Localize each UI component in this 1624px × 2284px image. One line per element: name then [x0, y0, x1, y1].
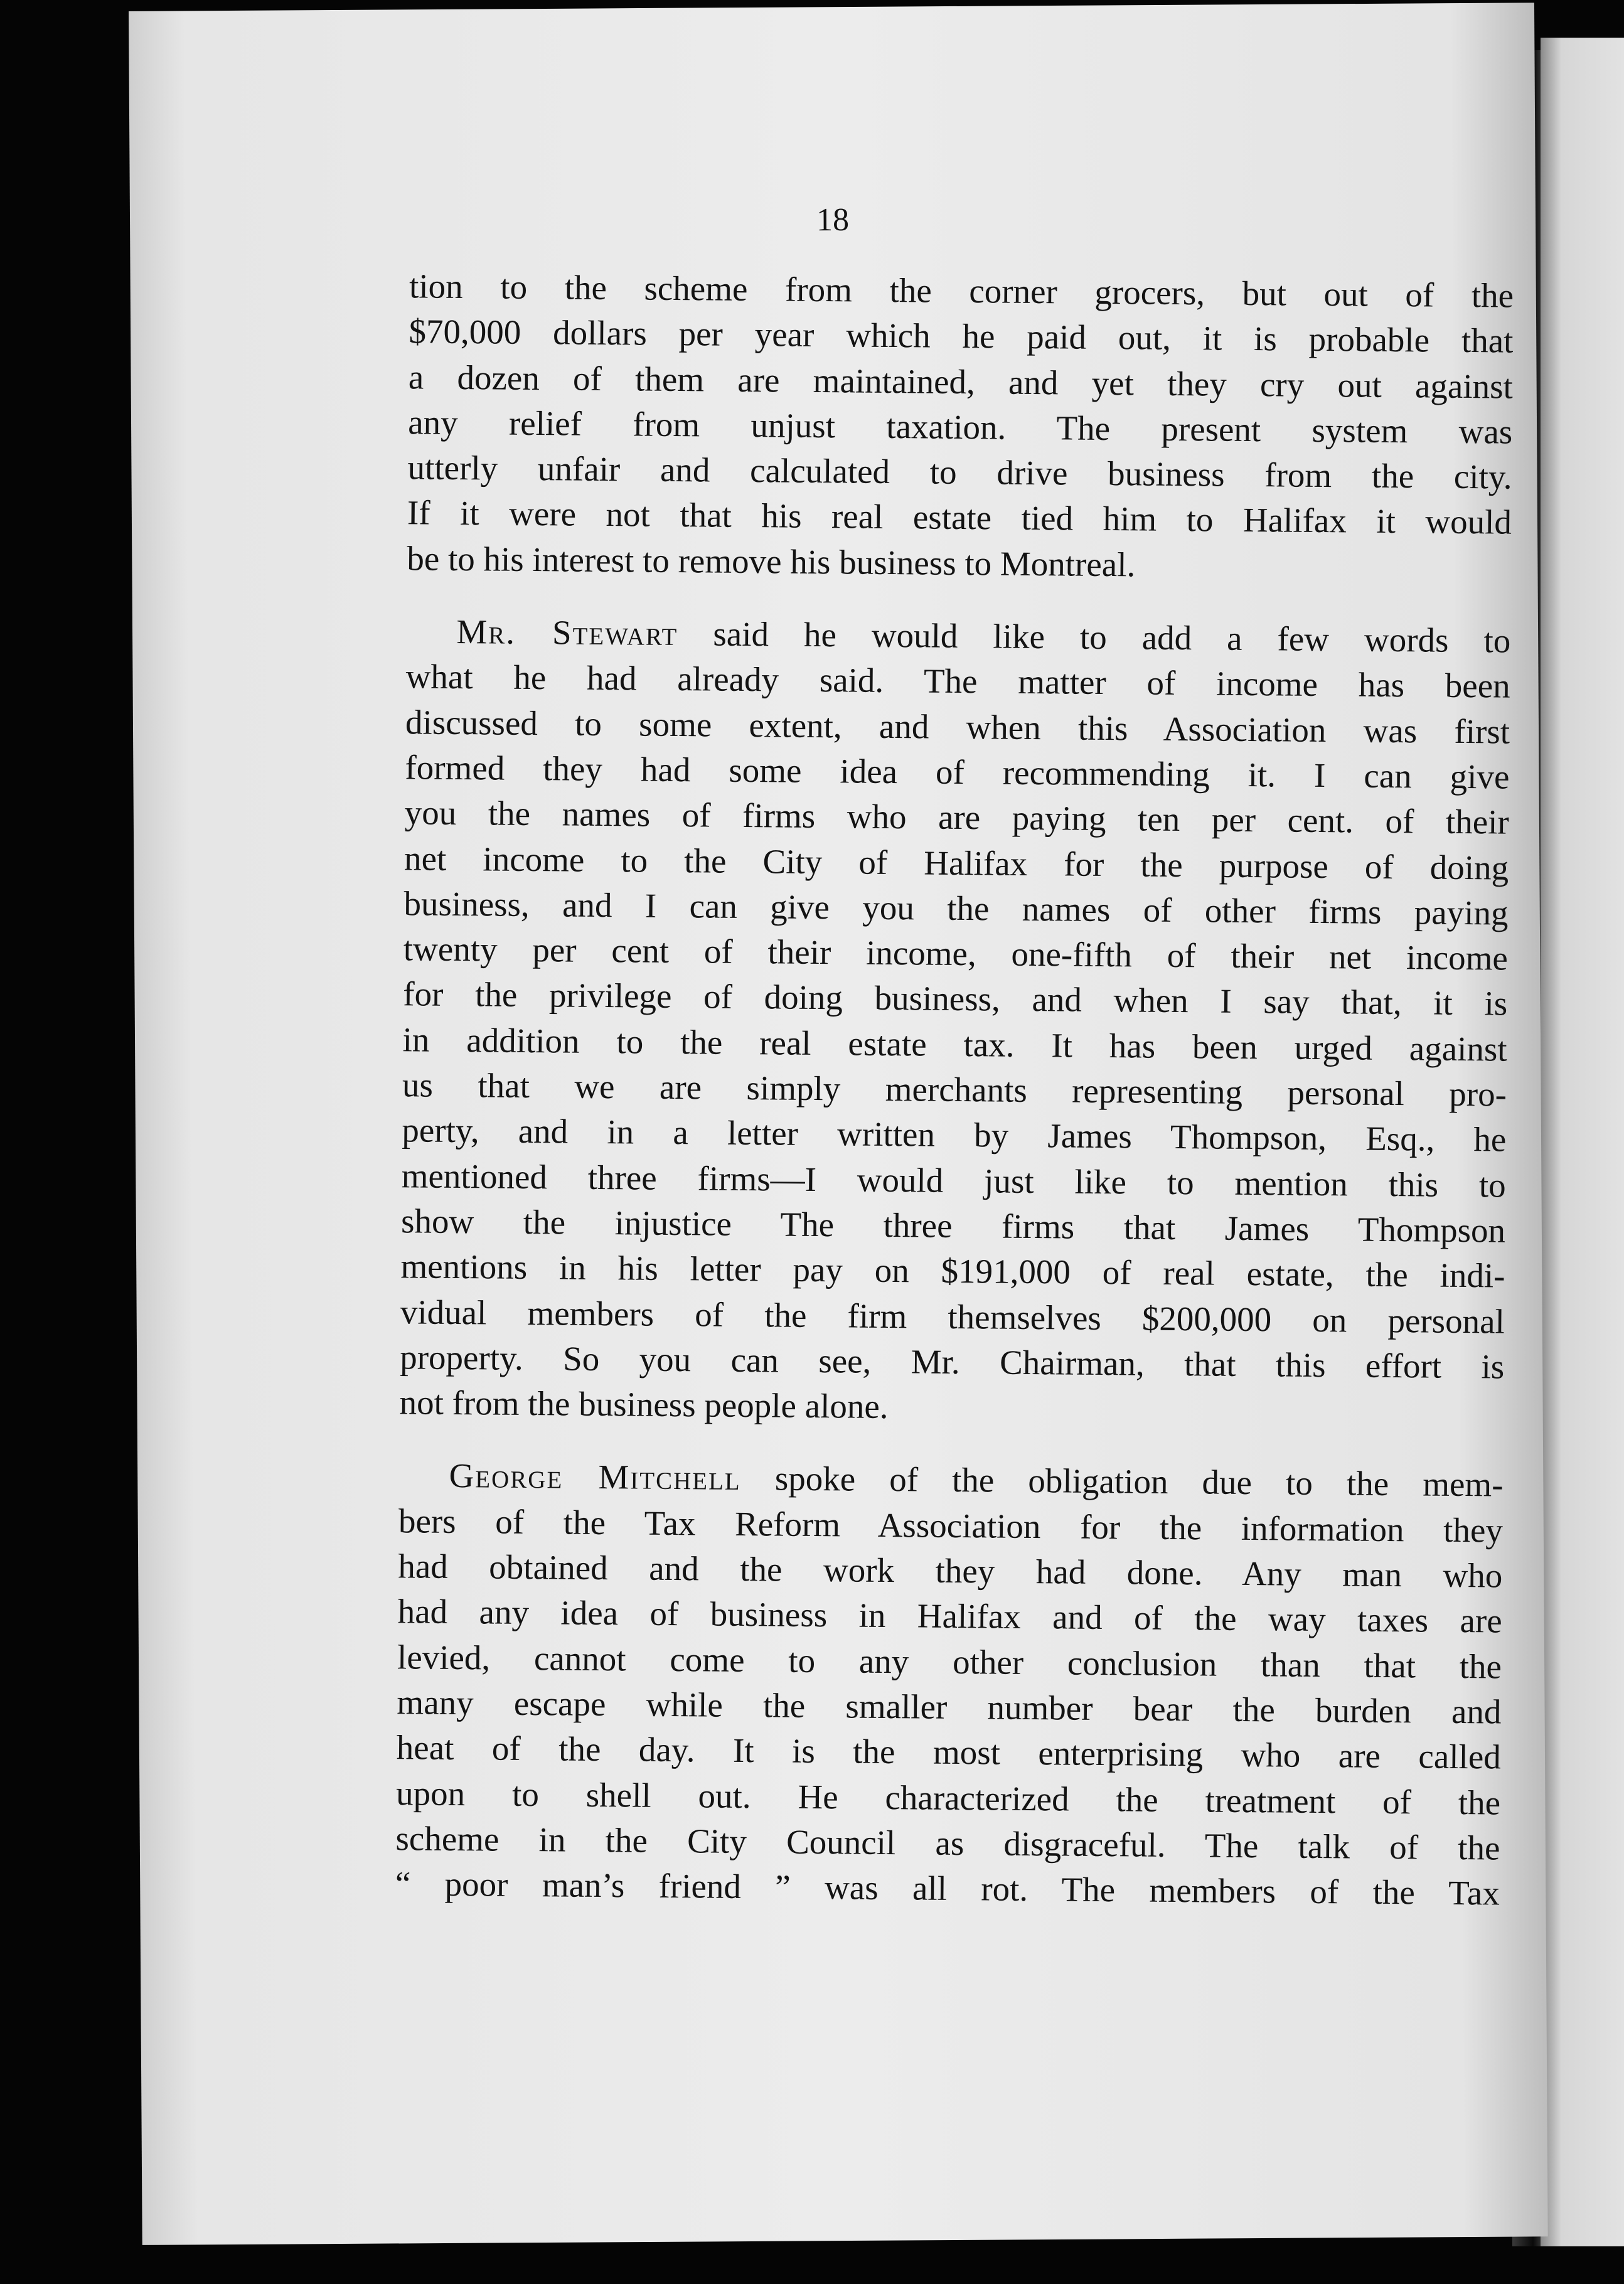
text-line: tion to the scheme from the corner grocers, but out of the: [409, 267, 1514, 315]
paragraph-2: [399, 609, 1510, 1435]
facing-page-edge: [1541, 38, 1624, 2246]
text-line: a dozen of them are maintained, and yet they cry out against: [408, 357, 1514, 406]
text-line: net income to the City of Halifax for the purpose of doing: [403, 838, 1509, 887]
text-line: perty, and in a letter written by James Thompson, Esq., he: [402, 1111, 1507, 1159]
text-line: what he had already said. The matter of income has been: [405, 657, 1510, 705]
text-line: had obtained and the work they had done. Any man who: [398, 1547, 1503, 1595]
text-line: scheme in the City Council as disgraceful. The talk of the: [395, 1818, 1500, 1867]
text-line: levied, cannot come to any other conclusion than that the: [397, 1637, 1502, 1686]
text-line: us that we are simply merchants representing personal pro-: [402, 1065, 1507, 1114]
text-line: formed they had some idea of recommending it. I can give: [405, 748, 1510, 796]
text-line-rest: spoke of the obligation due to the mem-: [740, 1459, 1504, 1504]
text-line: many escape while the smaller number bear the burden and: [397, 1683, 1502, 1731]
text-line: upon to shell out. He characterized the treatment of the: [395, 1773, 1501, 1822]
text-line: you the names of firms who are paying ten per cent. of their: [404, 793, 1510, 841]
text-line: not from the business people alone.: [399, 1383, 889, 1426]
text-line: business, and I can give you the names of other firms paying: [403, 884, 1509, 932]
text-line: “ poor man’s friend ” was all rot. The members of the Tax: [395, 1864, 1500, 1913]
paragraph-1: [407, 264, 1514, 590]
text-line: utterly unfair and calculated to drive business from the city.: [407, 448, 1512, 496]
text-line: any relief from unjust taxation. The present system was: [407, 403, 1513, 451]
text-line: bers of the Tax Reform Association for the information they: [398, 1501, 1504, 1550]
page-number: 18: [816, 201, 850, 238]
speaker-name: George Mitchell: [449, 1456, 742, 1498]
text-line: for the privilege of doing business, and when I say that, it is: [403, 974, 1508, 1023]
text-line: in addition to the real estate tax. It has been urged against: [402, 1020, 1507, 1069]
text-line: mentioned three firms—I would just like to mention this to: [401, 1156, 1506, 1205]
speaker-name: Mr. Stewart: [456, 612, 678, 653]
text-line: property. So you can see, Mr. Chairman, that this effort is: [399, 1338, 1505, 1386]
text-line: If it were not that his real estate tied him to Halifax it would: [407, 493, 1512, 542]
text-line: vidual members of the firm themselves $200,000 on personal: [400, 1292, 1505, 1341]
text-line: $70,000 dollars per year which he paid out, it is probable that: [409, 312, 1514, 360]
text-line-rest: said he would like to add a few words to: [678, 614, 1511, 660]
text-line: heat of the day. It is the most enterprising who are called: [396, 1728, 1502, 1776]
body-text: [395, 264, 1514, 1916]
text-line: twenty per cent of their income, one-fifth of their net income: [403, 929, 1509, 978]
paragraph-3: [395, 1453, 1504, 1916]
text-line: had any idea of business in Halifax and of the way taxes are: [397, 1592, 1502, 1640]
document-page: [129, 3, 1548, 2245]
text-line: show the injustice The three firms that James Thompson: [400, 1202, 1506, 1250]
text-line: discussed to some extent, and when this Association was first: [405, 702, 1510, 751]
text-line: mentions in his letter pay on $191,000 of real estate, the indi-: [400, 1247, 1505, 1295]
text-line: be to his interest to remove his business to Montreal.: [407, 539, 1136, 584]
